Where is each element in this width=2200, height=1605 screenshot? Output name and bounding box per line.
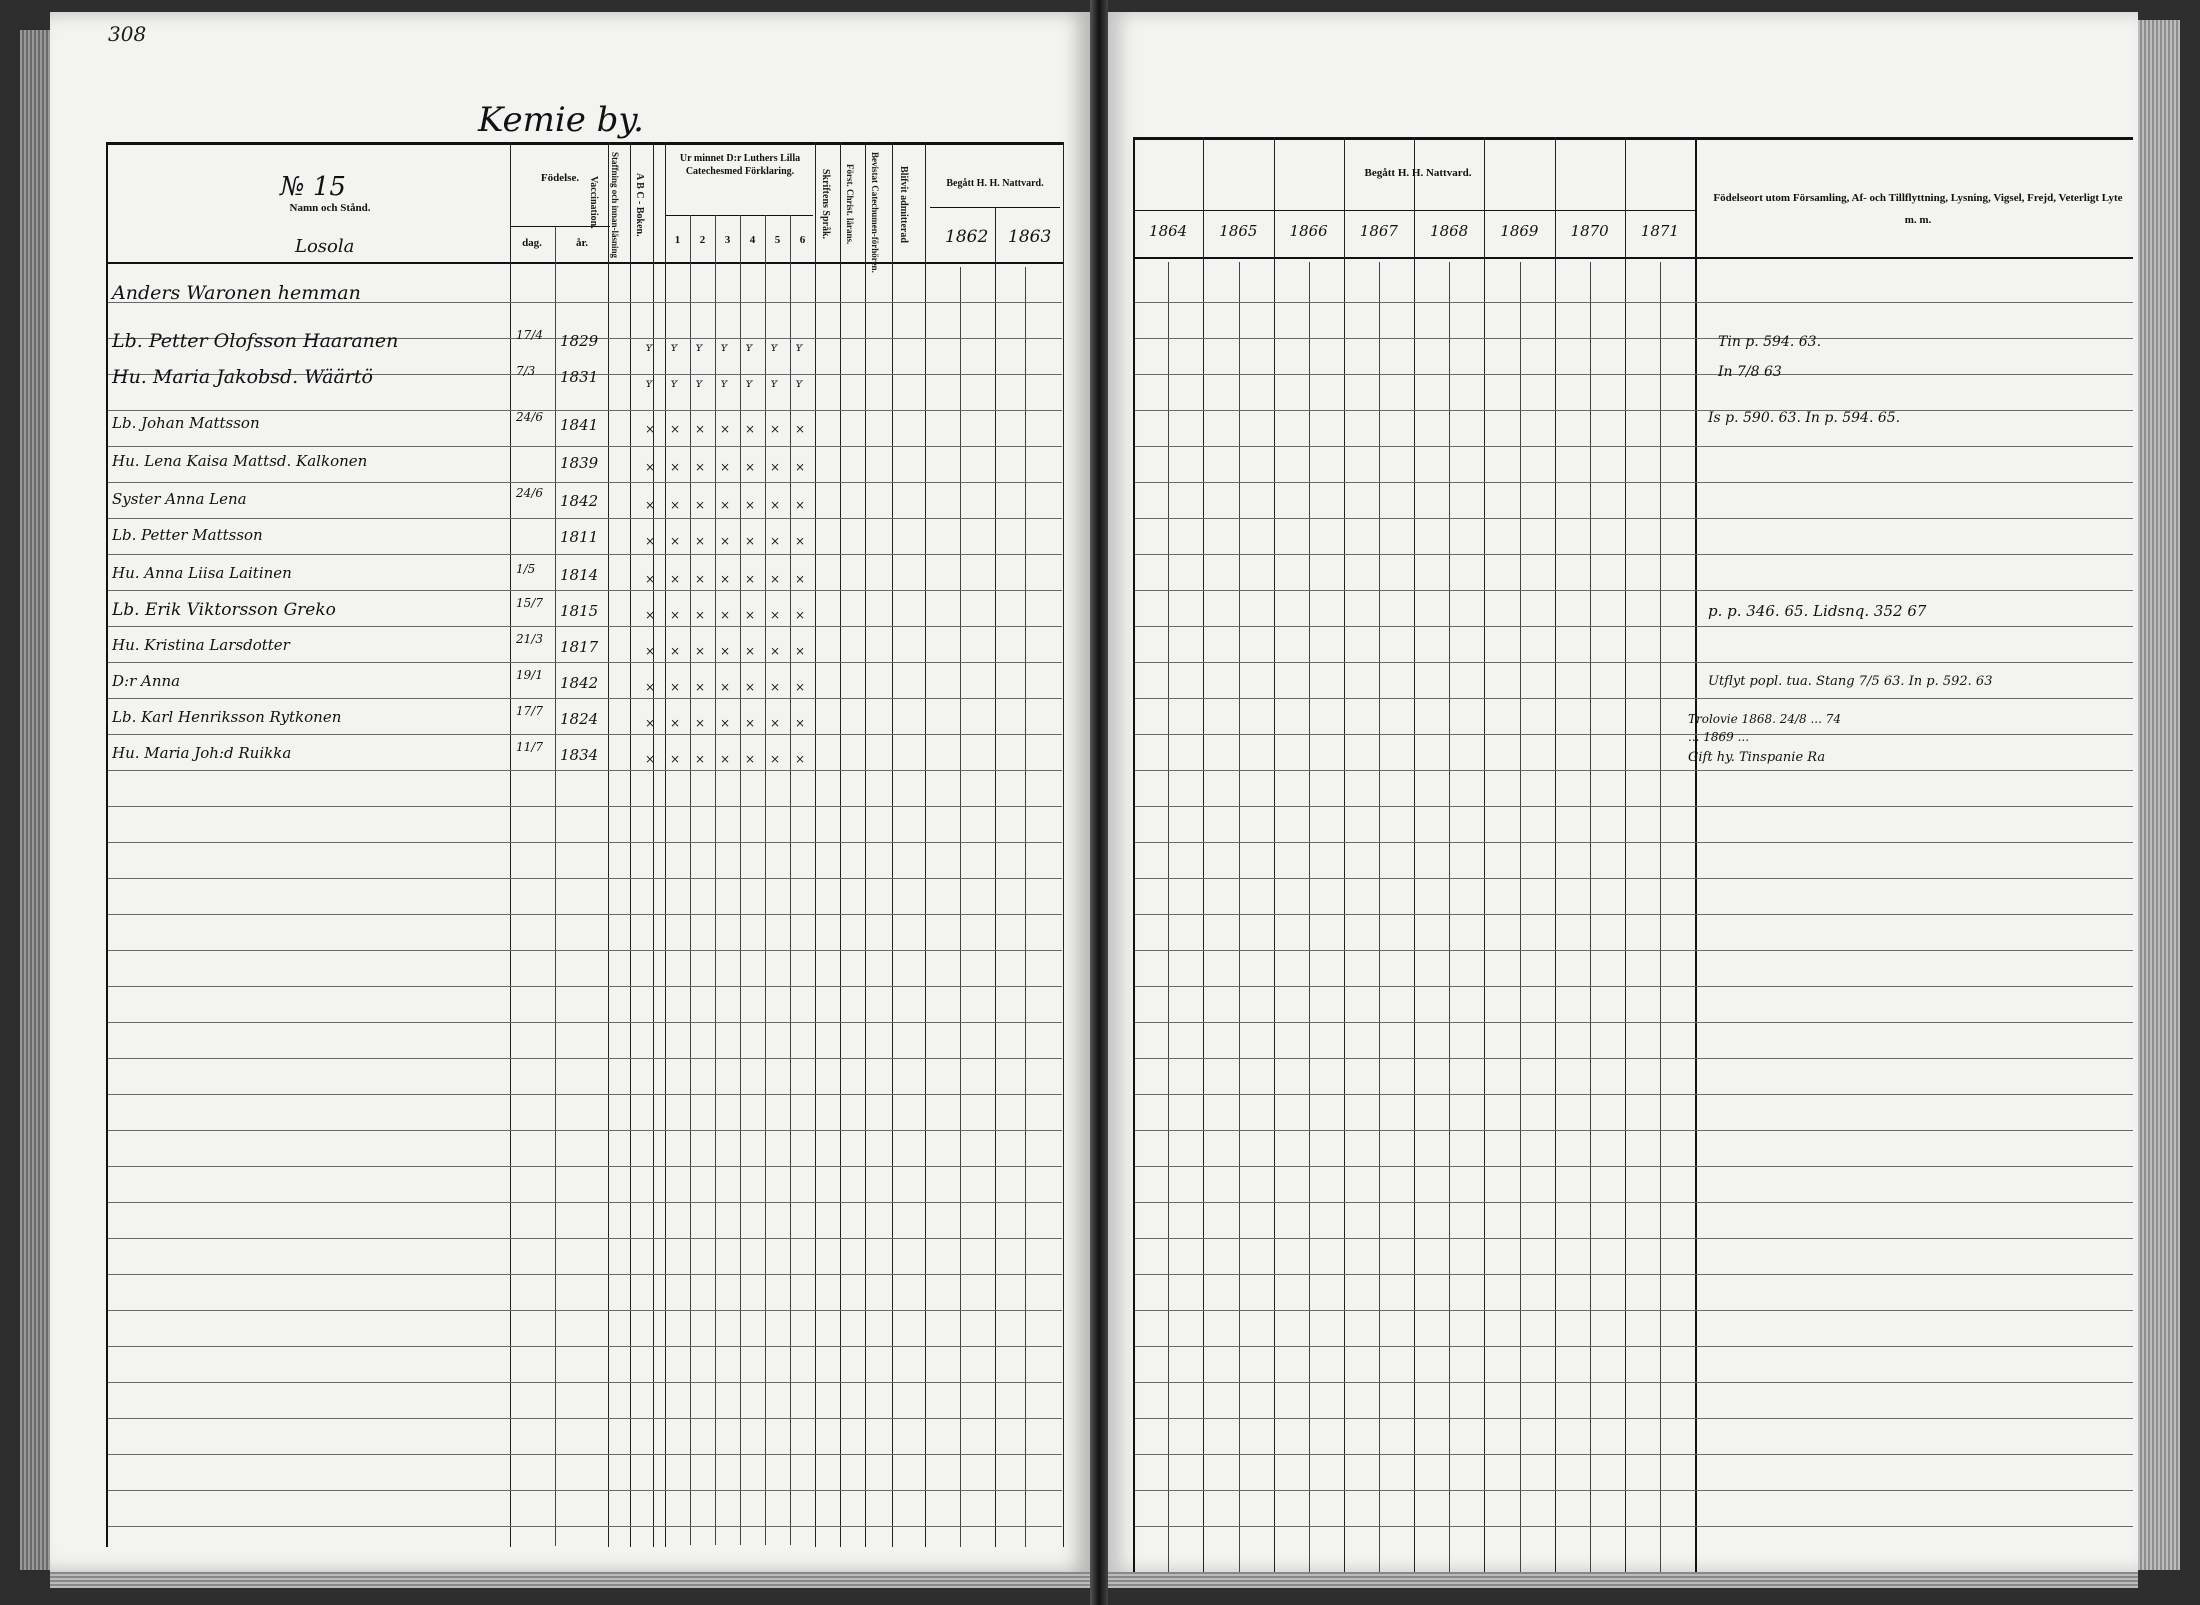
rule-left [1133,137,1135,1572]
person-name: Hu. Kristina Larsdotter [112,636,290,654]
check-mark: × [720,644,731,658]
rule-v9 [925,142,926,1547]
year-cell: 1864 [1149,222,1188,240]
rule-v7 [865,142,866,1547]
check-mark: × [745,608,756,622]
check-mark: × [720,534,731,548]
check-mark: ʏ [670,340,678,354]
check-mark: × [695,680,706,694]
header-birth: Födelse. [540,172,580,184]
row-line [1135,806,2133,807]
check-mark: × [745,752,756,766]
year-cell: 1870 [1570,222,1609,240]
row-line [108,482,1062,483]
check-mark: × [645,572,656,586]
row-line [108,734,1062,735]
birth-year: 1815 [560,602,599,620]
row-line [108,1382,1062,1383]
row-line [108,1094,1062,1095]
row-line [108,1166,1062,1167]
check-mark: ʏ [645,340,653,354]
check-mark: × [745,644,756,658]
birth-year: 1824 [560,710,599,728]
person-name: Lb. Petter Olofsson Haaranen [112,330,399,352]
row-line [1135,1418,2133,1419]
year-rule [1625,137,1626,1572]
check-mark: × [745,716,756,730]
row-line [1135,950,2133,951]
row-line [1135,1274,2133,1275]
check-mark: ʏ [695,340,703,354]
year-subrule-v [1660,262,1661,1572]
row-line [1135,1022,2133,1023]
rule-v5 [815,142,816,1547]
row-line [108,770,1062,771]
check-mark: × [745,680,756,694]
check-mark: × [695,422,706,436]
check-mark: × [695,752,706,766]
cat-col: 5 [774,234,781,246]
check-mark: × [720,498,731,512]
birth-year: 1842 [560,674,599,692]
check-mark: × [720,460,731,474]
check-mark: × [720,422,731,436]
header-year: år. [575,237,589,249]
row-line [108,518,1062,519]
header-communion: Begått H. H. Nattvard. [946,178,1044,189]
row-line [1135,626,2133,627]
remark: Gift hy. Tinspanie Ra [1688,750,1826,765]
row-line [108,986,1062,987]
year-rule [1344,137,1345,1572]
row-line [108,698,1062,699]
year-1862: 1862 [945,227,989,247]
check-mark: × [645,680,656,694]
row-line [108,1022,1062,1023]
check-mark: ʏ [745,340,753,354]
check-mark: × [770,608,781,622]
person-name: Hu. Anna Liisa Laitinen [112,564,292,582]
row-line [108,1346,1062,1347]
check-mark: ʏ [645,376,653,390]
row-line [108,1202,1062,1203]
remark: ... 1869 ... [1688,730,1750,744]
row-line [108,1058,1062,1059]
header-vaccination: Vaccination. [588,175,599,229]
birth-day: 17/7 [516,704,543,718]
year-cell: 1867 [1359,222,1398,240]
check-mark: × [670,644,681,658]
header-christ: Först. Christ. lärans. [845,164,855,245]
remark: Trolovie 1868. 24/8 ... 74 [1688,712,1842,726]
check-mark: × [770,498,781,512]
year-rule [1203,137,1204,1572]
row-line [1135,1454,2133,1455]
row-line [1135,770,2133,771]
header-reading: Staffning och innan-läsning [610,152,620,259]
year-1863: 1863 [1008,227,1052,247]
rule-left [106,142,108,1547]
check-mark: × [795,608,806,622]
year-subrule-v [1239,262,1240,1572]
check-mark: ʏ [770,340,778,354]
check-mark: × [670,534,681,548]
birth-day: 11/7 [516,740,543,754]
header-catechism: Ur minnet D:r Luthers Lilla Catechesmed Förklaring. [679,153,801,177]
check-mark: ʏ [795,376,803,390]
check-mark: × [795,460,806,474]
birth-day: 19/1 [516,668,543,682]
header-abc: A B C - Boken. [634,172,645,237]
row-line [108,1418,1062,1419]
birth-day: 21/3 [516,632,543,646]
row-line [108,950,1062,951]
cat-col: 3 [724,234,731,246]
check-mark: × [670,680,681,694]
check-mark: × [720,572,731,586]
rule-v4 [665,142,666,1547]
row-line [108,1526,1062,1527]
check-mark: ʏ [695,376,703,390]
rule-v8 [892,142,893,1547]
row-line [108,410,1062,411]
row-line [1135,518,2133,519]
check-mark: × [795,680,806,694]
check-mark: × [770,534,781,548]
check-mark: × [770,644,781,658]
row-line [108,1454,1062,1455]
year-cell: 1871 [1640,222,1679,240]
row-line [1135,1130,2133,1131]
check-mark: × [720,716,731,730]
check-mark: × [720,752,731,766]
row-line [108,446,1062,447]
check-mark: × [770,422,781,436]
row-line [108,1310,1062,1311]
header-catechumen: Bevistat Catechumen-förhören. [870,152,880,273]
book-edge-left [20,30,50,1570]
header-scripture: Skriftens Språk. [820,169,831,240]
row-line [1135,446,2133,447]
person-name: Lb. Erik Viktorsson Greko [112,600,336,620]
check-mark: × [770,752,781,766]
row-line [1135,482,2133,483]
remark: In 7/8 63 [1718,364,1782,380]
row-line [108,1238,1062,1239]
header-remarks: Födelseort utom Församling, Af- och Tillflyttning, Lysning, Vigsel, Frejd, Veterligt Lyte m. m. [1713,192,2123,226]
check-mark: × [670,752,681,766]
row-line [1135,374,2133,375]
check-mark: × [745,534,756,548]
check-mark: × [795,534,806,548]
birth-day: 24/6 [516,410,543,424]
rule-name-birth [510,142,511,1547]
check-mark: × [770,572,781,586]
rule-v3 [653,142,654,1547]
check-mark: × [695,572,706,586]
remark: Is p. 590. 63. In p. 594. 65. [1708,410,1901,426]
rule-v6 [840,142,841,1547]
year-subrule-v [1168,262,1169,1572]
birth-day: 7/3 [516,364,536,378]
year-subrule-v [1590,262,1591,1572]
birth-year: 1834 [560,746,599,764]
check-mark: × [795,422,806,436]
person-name: Hu. Maria Jakobsd. Wäärtö [112,366,373,388]
check-mark: × [770,716,781,730]
header-bottom-rule [1133,257,2133,259]
row-line [1135,1202,2133,1203]
farm-name: Losola [295,236,355,257]
cat-col: 6 [799,234,806,246]
birth-year: 1842 [560,492,599,510]
header-communion: Begått H. H. Nattvard. [1364,167,1472,179]
book-edge-right [2138,20,2180,1570]
check-mark: × [795,644,806,658]
row-line [1135,410,2133,411]
left-page [50,12,1090,1572]
header-name: Namn och Stånd. [289,202,371,214]
row-line [108,590,1062,591]
year-subrule-v [1379,262,1380,1572]
check-mark: × [695,716,706,730]
check-mark: × [695,460,706,474]
row-line [108,914,1062,915]
person-name: Lb. Petter Mattsson [112,526,263,544]
birth-day: 24/6 [516,486,543,500]
check-mark: × [645,498,656,512]
birth-year: 1831 [560,368,599,386]
book-gutter [1090,0,1108,1605]
row-line [1135,1310,2133,1311]
check-mark: × [645,752,656,766]
village-title: Kemie by. [478,100,644,140]
check-mark: ʏ [745,376,753,390]
row-line [108,662,1062,663]
birth-day: 1/5 [516,562,536,576]
check-mark: × [795,498,806,512]
right-page [1108,12,2138,1572]
row-line [108,806,1062,807]
row-line [108,878,1062,879]
year-subrule-v [1309,262,1310,1572]
year-rule [1555,137,1556,1572]
remark: p. p. 346. 65. Lidsnq. 352 67 [1708,602,1927,620]
header-top-rule [1133,137,2133,140]
check-mark: × [695,608,706,622]
check-mark: × [670,422,681,436]
row-line [1135,554,2133,555]
year-rule [1414,137,1415,1572]
check-mark: × [795,752,806,766]
check-mark: × [770,460,781,474]
row-line [1135,878,2133,879]
birth-year: 1839 [560,454,599,472]
rule-v2 [630,142,631,1547]
cat-col: 2 [699,234,706,246]
row-line [1135,302,2133,303]
person-name: Syster Anna Lena [112,490,247,508]
person-name: Lb. Johan Mattsson [112,414,260,432]
row-line [1135,1490,2133,1491]
row-line [108,1490,1062,1491]
cat-col: 4 [749,234,756,246]
check-mark: ʏ [720,376,728,390]
check-mark: × [670,498,681,512]
row-line [1135,662,2133,663]
remark: Tin p. 594. 63. [1718,334,1822,350]
birth-year: 1814 [560,566,599,584]
check-mark: × [645,460,656,474]
birth-year: 1811 [560,528,599,546]
row-line [1135,698,2133,699]
check-mark: × [670,716,681,730]
year-rule [1484,137,1485,1572]
check-mark: ʏ [720,340,728,354]
rule-right [1063,142,1064,1547]
person-name: Hu. Maria Joh:d Ruikka [112,744,292,762]
row-line [1135,338,2133,339]
row-line [1135,734,2133,735]
page-number: 308 [108,22,147,46]
row-line [1135,590,2133,591]
birth-day: 15/7 [516,596,543,610]
rule-remarks [1695,137,1697,1572]
year-rule [1274,137,1275,1572]
row-line [108,1274,1062,1275]
check-mark: × [745,422,756,436]
household-number: № 15 [280,172,346,202]
check-mark: × [745,498,756,512]
year-cell: 1868 [1430,222,1469,240]
birth-day: 17/4 [516,328,543,342]
check-mark: × [645,716,656,730]
birth-year: 1817 [560,638,599,656]
check-mark: × [670,572,681,586]
row-line [108,554,1062,555]
year-subrule-v [1449,262,1450,1572]
check-mark: × [770,680,781,694]
row-line [1135,1094,2133,1095]
rule-day-year [555,226,556,1546]
check-mark: × [670,460,681,474]
year-cell: 1865 [1219,222,1258,240]
header-day: dag. [522,237,542,249]
row-line [1135,1166,2133,1167]
person-name: Lb. Karl Henriksson Rytkonen [112,708,342,726]
row-line [1135,1382,2133,1383]
check-mark: × [745,572,756,586]
header-top-rule [106,142,1064,145]
row-line [1135,1526,2133,1527]
remark: Utflyt popl. tua. Stang 7/5 63. In p. 592. 63 [1708,674,1993,689]
person-name: Anders Waronen hemman [112,282,361,304]
birth-year: 1829 [560,332,599,350]
check-mark: × [670,608,681,622]
person-name: D:r Anna [112,672,181,690]
header-admitted: Blifvit admitterad [898,166,909,243]
row-line [1135,914,2133,915]
cat-col: 1 [674,234,681,246]
year-subrule-v [1520,262,1521,1572]
year-cell: 1869 [1500,222,1539,240]
row-line [108,626,1062,627]
row-line [108,1130,1062,1131]
check-mark: × [645,534,656,548]
check-mark: × [695,644,706,658]
check-mark: × [745,460,756,474]
check-mark: × [795,572,806,586]
row-line [1135,986,2133,987]
row-line [1135,1346,2133,1347]
rule-v12 [1025,267,1026,1547]
year-cell: 1866 [1289,222,1328,240]
rule-v1 [608,142,609,1547]
check-mark: ʏ [795,340,803,354]
row-line [108,842,1062,843]
check-mark: ʏ [770,376,778,390]
person-name: Hu. Lena Kaisa Mattsd. Kalkonen [112,452,368,470]
rule-v11 [960,267,961,1547]
birth-year: 1841 [560,416,599,434]
row-line [1135,1058,2133,1059]
check-mark: × [695,534,706,548]
check-mark: × [720,680,731,694]
check-mark: × [645,422,656,436]
check-mark: × [645,644,656,658]
check-mark: × [695,498,706,512]
check-mark: ʏ [670,376,678,390]
check-mark: × [795,716,806,730]
check-mark: × [720,608,731,622]
row-line [1135,1238,2133,1239]
check-mark: × [645,608,656,622]
row-line [1135,842,2133,843]
header-bottom-rule [106,262,1064,264]
